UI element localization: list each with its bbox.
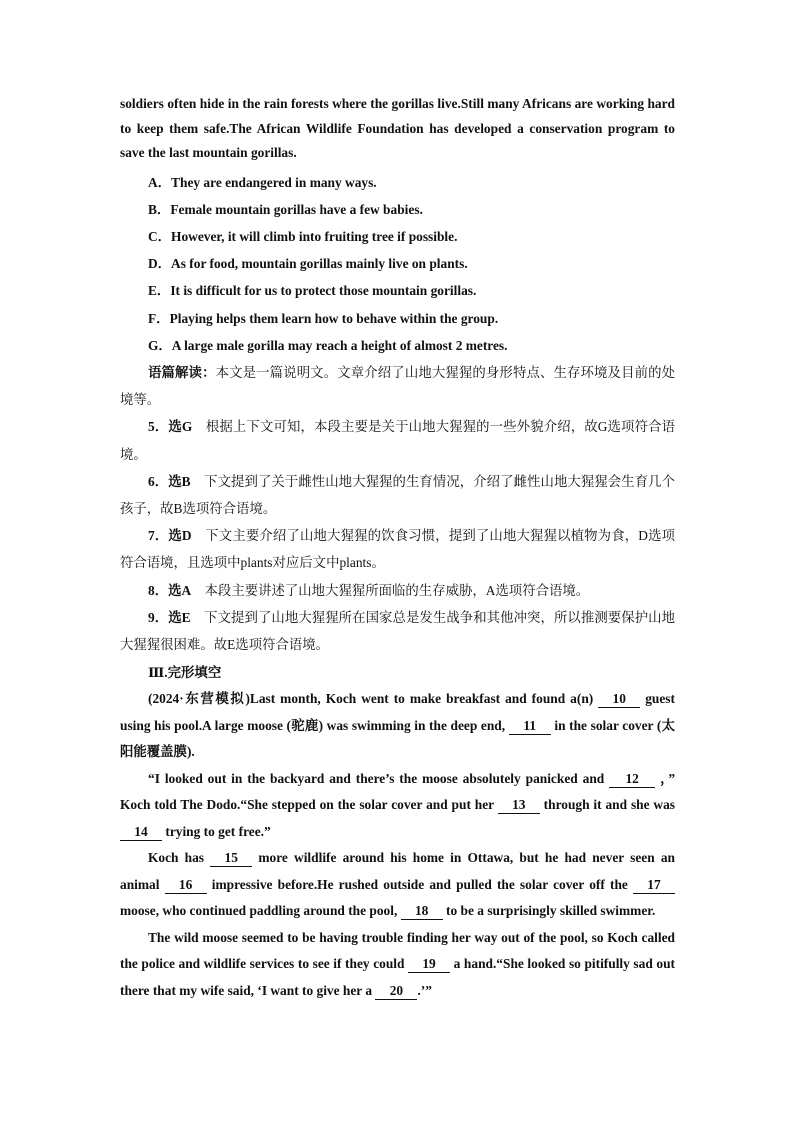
blank-15[interactable]: 15 — [210, 850, 252, 867]
source-tag: (2024·东营模拟) — [148, 691, 250, 707]
blank-18[interactable]: 18 — [401, 903, 443, 920]
blank-20[interactable]: 20 — [375, 983, 417, 1000]
answer-item — [120, 413, 675, 467]
answer-reason: 本段主要讲述了山地大猩猩所面临的生存威胁，A选项符合语境。 — [191, 582, 590, 598]
option-c: C．However, it will climb into fruiting tree if possible. — [148, 228, 458, 244]
answer-reason: 根据上下文可知，本段主要是关于山地大猩猩的一些外貌介绍，故G选项符合语境。 — [120, 419, 675, 462]
cloze-paragraph-3: Koch has 15 more wildlife around his home in Ottawa, but he had never seen an animal 16 impressive before.He rushed outside and pulled the solar cover off the 17 moose, who continued paddling around the pool, 18 to be a surprisingly skilled swimmer. — [120, 850, 675, 919]
answer-explanations — [120, 413, 675, 658]
blank-14[interactable]: 14 — [120, 824, 162, 841]
answer-choice: 5．选G — [148, 419, 193, 435]
cloze-paragraph-1: (2024·东营模拟)Last month, Koch went to make breakfast and found a(n) 10 guest using his pool.A large moose (驼鹿) was swimming in the deep end, 11 in the solar cover (太阳能覆盖膜). — [120, 691, 675, 760]
option-f: F．Playing helps them learn how to behave within the group. — [148, 310, 499, 326]
cloze-paragraph-4: The wild moose seemed to be having trouble finding her way out of the pool, so Koch called the police and wildlife services to see if they could 19 a hand.“She looked so pitifully sad out there that my wife said, ‘I want to give her a 20 .’” — [120, 929, 675, 998]
analysis-label: 语篇解读： — [148, 364, 216, 380]
answer-choice: 9．选E — [148, 609, 191, 625]
answer-item — [120, 577, 675, 604]
option-a: A．They are endangered in many ways. — [148, 174, 377, 190]
blank-12[interactable]: 12 — [609, 771, 655, 788]
answer-choice: 6．选B — [148, 473, 191, 489]
answer-item — [120, 522, 675, 576]
cloze-passage — [120, 686, 675, 1004]
option-g: G．A large male gorilla may reach a height of almost 2 metres. — [148, 337, 508, 353]
option-b: B．Female mountain gorillas have a few babies. — [148, 201, 423, 217]
blank-11[interactable]: 11 — [509, 718, 551, 735]
passage-ending: soldiers often hide in the rain forests where the gorillas live.Still many Africans are working hard to keep them safe.The African Wildlife Foundation has developed a conservation program to save the last mountain gorillas. — [120, 96, 675, 160]
blank-13[interactable]: 13 — [498, 797, 540, 814]
option-d: D．As for food, mountain gorillas mainly live on plants. — [148, 256, 468, 272]
document-page — [120, 92, 675, 1004]
answer-reason: 下文主要介绍了山地大猩猩的饮食习惯，提到了山地大猩猩以植物为食，D选项符合语境，且选项中plants对应后文中plants。 — [120, 528, 675, 571]
section-title: Ⅲ.完形填空 — [148, 665, 222, 681]
answer-choice: 7．选D — [148, 528, 192, 544]
option-e: E．It is difficult for us to protect those mountain gorillas. — [148, 283, 477, 299]
analysis-text: 本文是一篇说明文。文章介绍了山地大猩猩的身形特点、生存环境及目前的处境等。 — [120, 364, 676, 408]
blank-10[interactable]: 10 — [598, 691, 640, 708]
answer-choice: 8．选A — [148, 582, 192, 598]
passage-analysis — [120, 359, 675, 413]
answer-item — [120, 468, 675, 522]
answer-reason: 下文提到了山地大猩猩所在国家总是发生战争和其他冲突，所以推测要保护山地大猩猩很困难。故E选项符合语境。 — [120, 609, 675, 652]
blank-19[interactable]: 19 — [408, 956, 450, 973]
cloze-paragraph-2: “I looked out in the backyard and there’s the moose absolutely panicked and 12 ，” Koch told The Dodo.“She stepped on the solar cover and put her 13 through it and she was 14 trying to get free.” — [120, 770, 676, 839]
options-list — [120, 169, 675, 359]
blank-16[interactable]: 16 — [165, 877, 207, 894]
answer-item — [120, 604, 675, 658]
blank-17[interactable]: 17 — [633, 877, 675, 894]
answer-reason: 下文提到了关于雌性山地大猩猩的生育情况，介绍了雌性山地大猩猩会生育几个孩子，故B选项符合语境。 — [120, 473, 675, 516]
